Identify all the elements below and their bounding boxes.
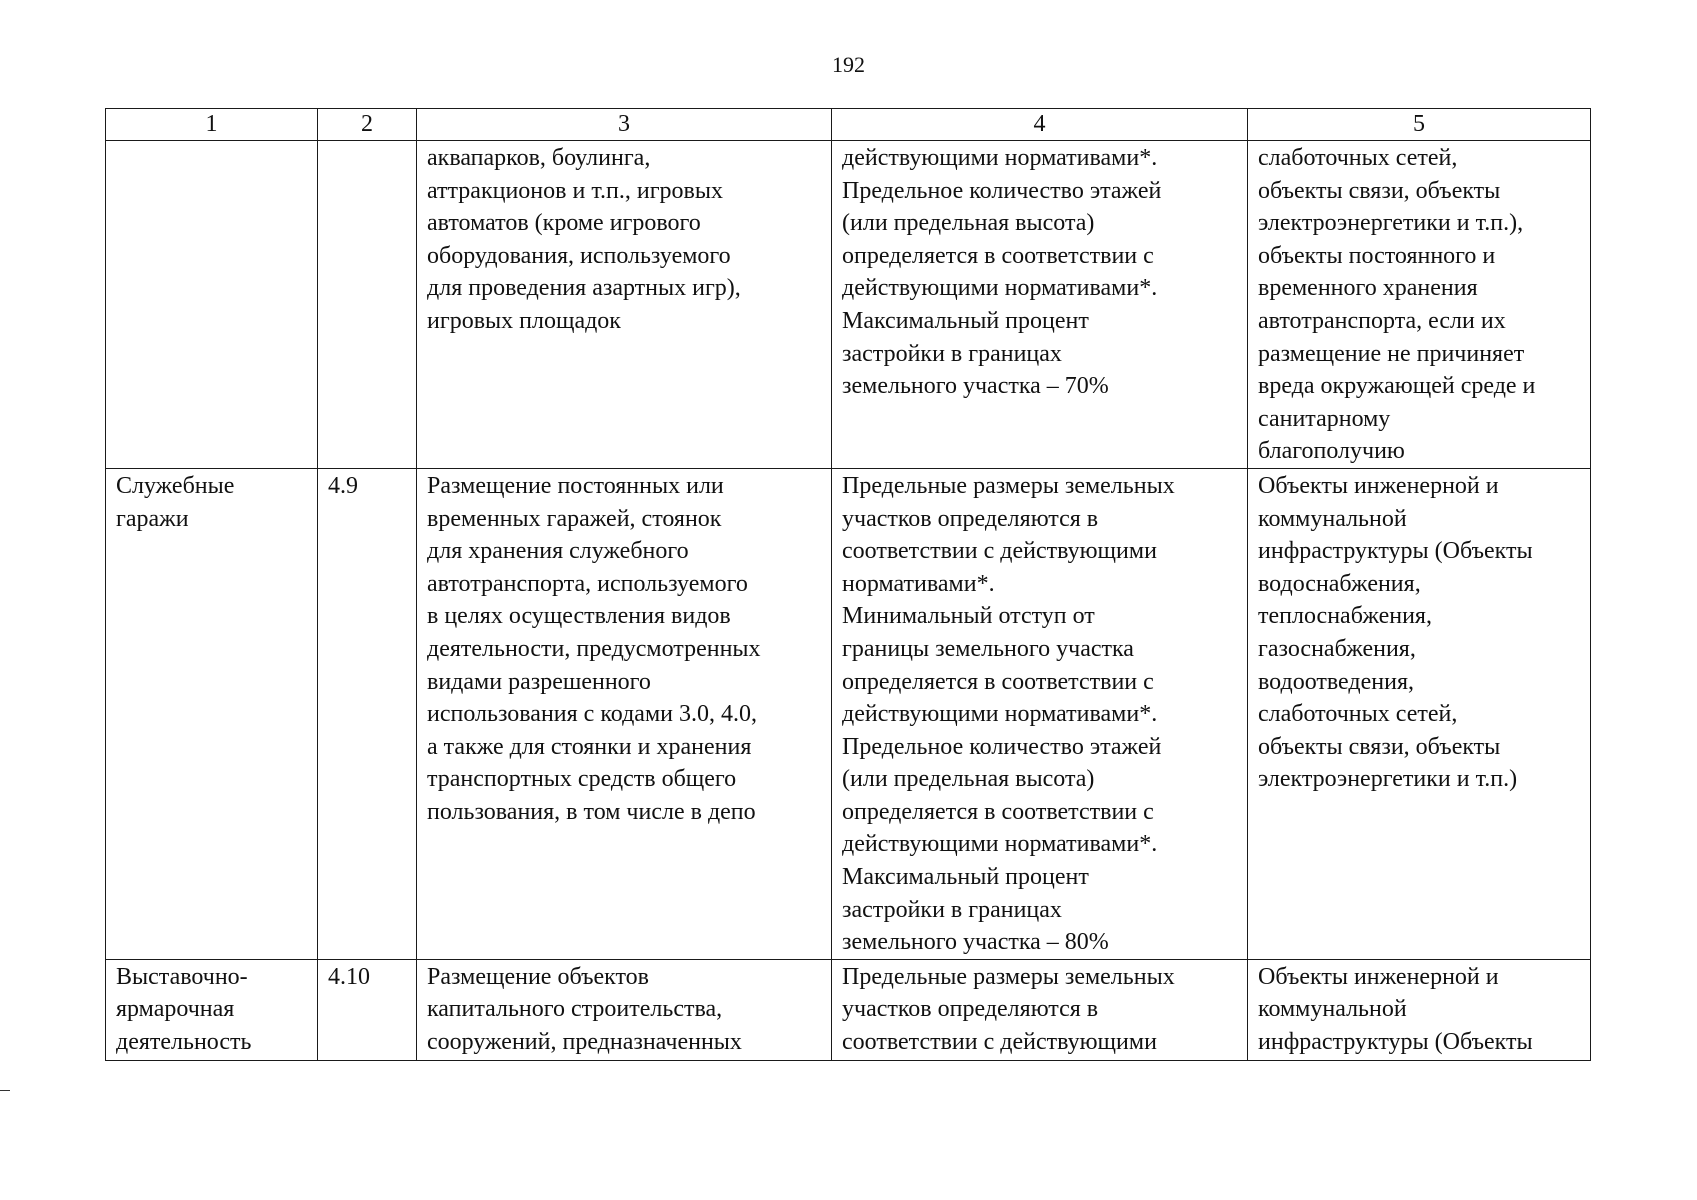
header-col-1: 1 bbox=[106, 109, 318, 141]
auxiliary-uses-cell bbox=[1248, 468, 1591, 959]
land-use-table bbox=[105, 108, 1591, 1061]
auxiliary-uses: Объекты инженерной и коммунальной инфраструктуры (Объекты водоснабжения, теплоснабжения, газоснабжения, водоотведения, слаботочных сетей, объекты связи, объекты электроэнергетики и т.п.) bbox=[1258, 472, 1533, 793]
auxiliary-uses: слаботочных сетей, объекты связи, объекты электроэнергетики и т.п.), объекты постоянного и временного хранения автотранспорта, если их размещение не причиняет вреда окружающей среде и санитарному благополучию bbox=[1258, 145, 1536, 465]
use-description-cell bbox=[417, 141, 832, 469]
use-code: 4.9 bbox=[328, 472, 358, 499]
use-code: 4.10 bbox=[328, 963, 370, 990]
parameters: Предельные размеры земельных участков определяются в соответствии с действующими bbox=[842, 963, 1175, 1056]
use-code-cell bbox=[318, 141, 417, 469]
page-number: 192 bbox=[832, 52, 865, 77]
header-col-5: 5 bbox=[1248, 109, 1591, 141]
header-row bbox=[106, 109, 1591, 141]
use-description-cell bbox=[417, 959, 832, 1060]
auxiliary-uses-cell bbox=[1248, 141, 1591, 469]
header-col-4: 4 bbox=[832, 109, 1248, 141]
parameters-cell bbox=[832, 468, 1248, 959]
parameters-cell bbox=[832, 959, 1248, 1060]
header-col-3: 3 bbox=[417, 109, 832, 141]
use-name-cell bbox=[106, 468, 318, 959]
use-code-cell bbox=[318, 959, 417, 1060]
table-row bbox=[106, 141, 1591, 469]
auxiliary-uses: Объекты инженерной и коммунальной инфраструктуры (Объекты bbox=[1258, 963, 1533, 1056]
use-description-cell bbox=[417, 468, 832, 959]
parameters-cell bbox=[832, 141, 1248, 469]
use-name: Служебные гаражи bbox=[116, 472, 235, 532]
use-code-cell bbox=[318, 468, 417, 959]
use-description: Размещение объектов капитального строительства, сооружений, предназначенных bbox=[427, 963, 742, 1056]
use-name: Выставочно- ярмарочная деятельность bbox=[116, 963, 252, 1056]
margin-mark bbox=[0, 1090, 10, 1091]
table-row bbox=[106, 959, 1591, 1060]
table-row bbox=[106, 468, 1591, 959]
parameters: действующими нормативами*. Предельное количество этажей (или предельная высота) определяется в соответствии с действующими нормативами*. Максимальный процент застройки в границах земельного участка – 70% bbox=[842, 145, 1162, 400]
use-name-cell bbox=[106, 959, 318, 1060]
auxiliary-uses-cell bbox=[1248, 959, 1591, 1060]
use-name-cell bbox=[106, 141, 318, 469]
parameters: Предельные размеры земельных участков определяются в соответствии с действующими нормативами*. Минимальный отступ от границы земельного участка определяется в соответствии с действующими нормативами*. Предельное количество этажей (или предельная высота) определяется в соответствии с действующими нормативами*. Максимальный процент застройки в границах земельного участка – 80% bbox=[842, 472, 1175, 956]
header-col-2: 2 bbox=[318, 109, 417, 141]
use-description: аквапарков, боулинга, аттракционов и т.п., игровых автоматов (кроме игрового оборудования, используемого для проведения азартных игр), игровых площадок bbox=[427, 145, 741, 334]
use-description: Размещение постоянных или временных гаражей, стоянок для хранения служебного автотранспорта, используемого в целях осуществления видов деятельности, предусмотренных видами разрешенного использования с кодами 3.0, 4.0, а также для стоянки и хранения транспортных средств общего пользования, в том числе в депо bbox=[427, 472, 761, 825]
